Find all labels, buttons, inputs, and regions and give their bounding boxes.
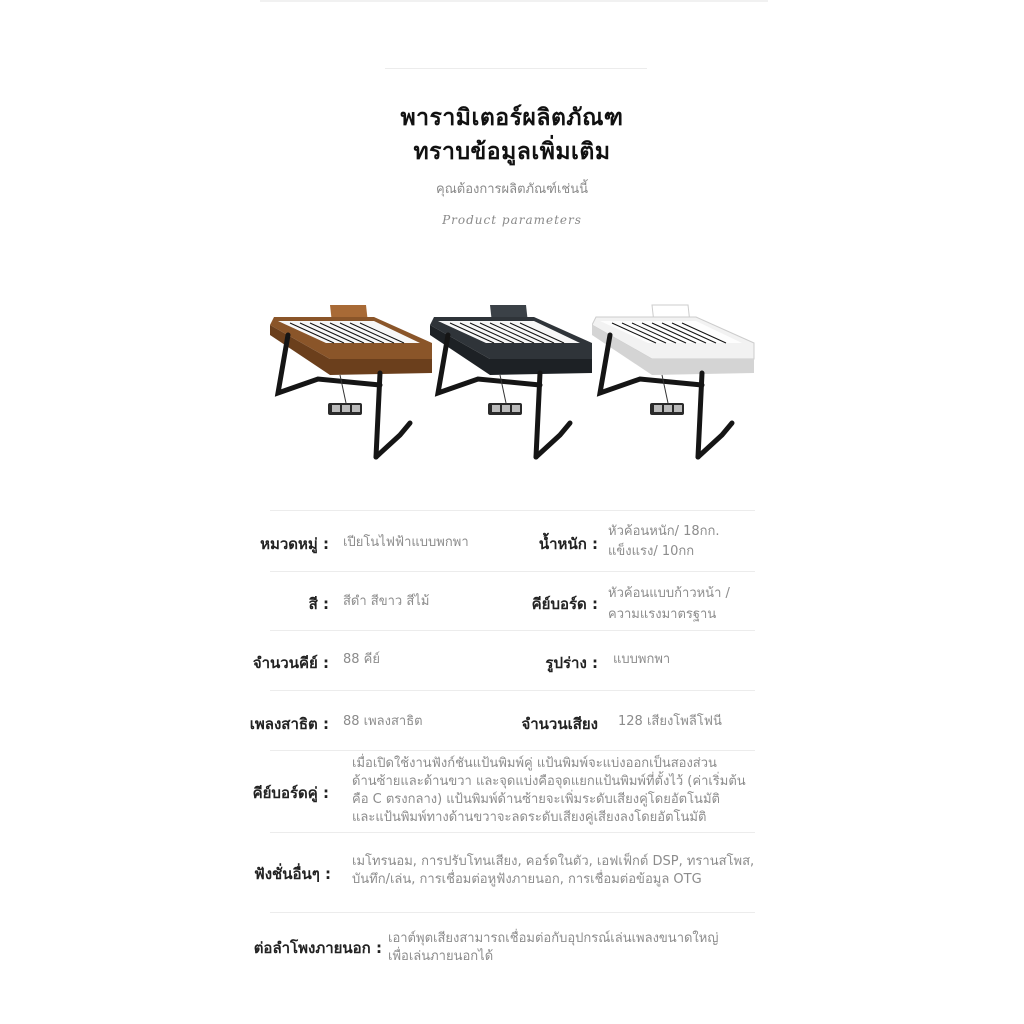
spec-demo-label: เพลงสาธิต : <box>249 715 329 733</box>
spec-category-label: หมวดหมู่ : <box>260 535 329 553</box>
spec-functions-value-2: บันทึก/เล่น, การเชื่อมต่อหูฟังภายนอก, การเชื่อมต่อข้อมูล OTG <box>352 872 702 887</box>
spec-keys-value: 88 คีย์ <box>343 652 380 667</box>
spec-speaker-value-1: เอาต์พุตเสียงสามารถเชื่อมต่อกับอุปกรณ์เล่นเพลงขนาดใหญ่ <box>388 931 719 946</box>
spec-shape-value: แบบพกพา <box>613 652 671 667</box>
spec-separator <box>270 690 755 691</box>
page-subtitle: คุณต้องการผลิตภัณฑ์เช่นนี้ <box>436 182 588 197</box>
spec-separator <box>270 630 755 631</box>
spec-speaker-label: ต่อลำโพงภายนอก : <box>253 939 382 957</box>
spec-dual-keyboard-value-4: และแป้นพิมพ์ทางด้านขวาจะลดระดับเสียงคู่เสียงลงโดยอัตโนมัติ <box>352 810 707 825</box>
spec-functions-value-1: เมโทรนอม, การปรับโทนเสียง, คอร์ดในตัว, เอฟเฟ็กต์ DSP, ทรานสโพส, <box>352 854 755 869</box>
spec-shape-label: รูปร่าง : <box>545 654 598 672</box>
spec-keyboard-value-2: ความแรงมาตรฐาน <box>608 607 717 622</box>
spec-separator <box>270 912 755 913</box>
page-title-line-1: พารามิเตอร์ผลิตภัณฑ <box>400 105 624 131</box>
spec-voices-label: จำนวนเสียง <box>521 715 598 733</box>
piano-black-icon <box>430 295 595 465</box>
spec-keyboard-value-1: หัวค้อนแบบก้าวหน้า / <box>608 586 730 601</box>
piano-wood-icon <box>270 295 435 465</box>
spec-keyboard-label: คีย์บอร์ด : <box>531 595 598 613</box>
spec-dual-keyboard-value-3: คือ C ตรงกลาง) แป้นพิมพ์ด้านซ้ายจะเพิ่มระดับเสียงคู่โดยอัตโนมัติ <box>352 792 720 807</box>
spec-dual-keyboard-label: คีย์บอร์ดคู่ : <box>252 784 329 802</box>
spec-color-value: สีดำ สีขาว สีไม้ <box>343 594 430 609</box>
spec-dual-keyboard-value-1: เมื่อเปิดใช้งานฟังก์ชันแป้นพิมพ์คู่ แป้นพิมพ์จะแบ่งออกเป็นสองส่วน <box>352 756 717 771</box>
spec-separator <box>270 571 755 572</box>
piano-image-white <box>592 295 757 465</box>
piano-image-wood <box>270 295 435 465</box>
spec-category-value: เปียโนไฟฟ้าแบบพกพา <box>343 535 469 550</box>
piano-white-icon <box>592 295 757 465</box>
piano-image-black <box>430 295 595 465</box>
top-divider <box>260 0 768 2</box>
spec-separator <box>270 832 755 833</box>
spec-functions-label: ฟังชั่นอื่นๆ : <box>254 865 331 883</box>
spec-keys-label: จำนวนคีย์ : <box>252 654 329 672</box>
spec-weight-value-2: แข็งแรง/ 10กก <box>608 544 695 559</box>
spec-separator <box>270 750 755 751</box>
spec-voices-value: 128 เสียงโพลีโฟนี <box>618 714 722 729</box>
script-caption: Product parameters <box>442 213 582 227</box>
spec-dual-keyboard-value-2: ด้านซ้ายและด้านขวา และจุดแบ่งคือจุดแยกแป้นพิมพ์ที่ตั้งไว้ (ค่าเริ่มต้น <box>352 774 746 789</box>
spec-color-label: สี : <box>308 595 329 613</box>
spec-weight-label: น้ำหนัก : <box>538 535 598 553</box>
page-title-line-2: ทราบข้อมูลเพิ่มเติม <box>413 139 611 165</box>
spec-weight-value-1: หัวค้อนหนัก/ 18กก. <box>608 524 720 539</box>
spec-demo-value: 88 เพลงสาธิต <box>343 714 423 729</box>
spec-speaker-value-2: เพื่อเล่นภายนอกได้ <box>388 949 494 964</box>
product-images <box>262 295 762 465</box>
header-divider <box>385 68 647 69</box>
spec-separator <box>270 510 755 511</box>
